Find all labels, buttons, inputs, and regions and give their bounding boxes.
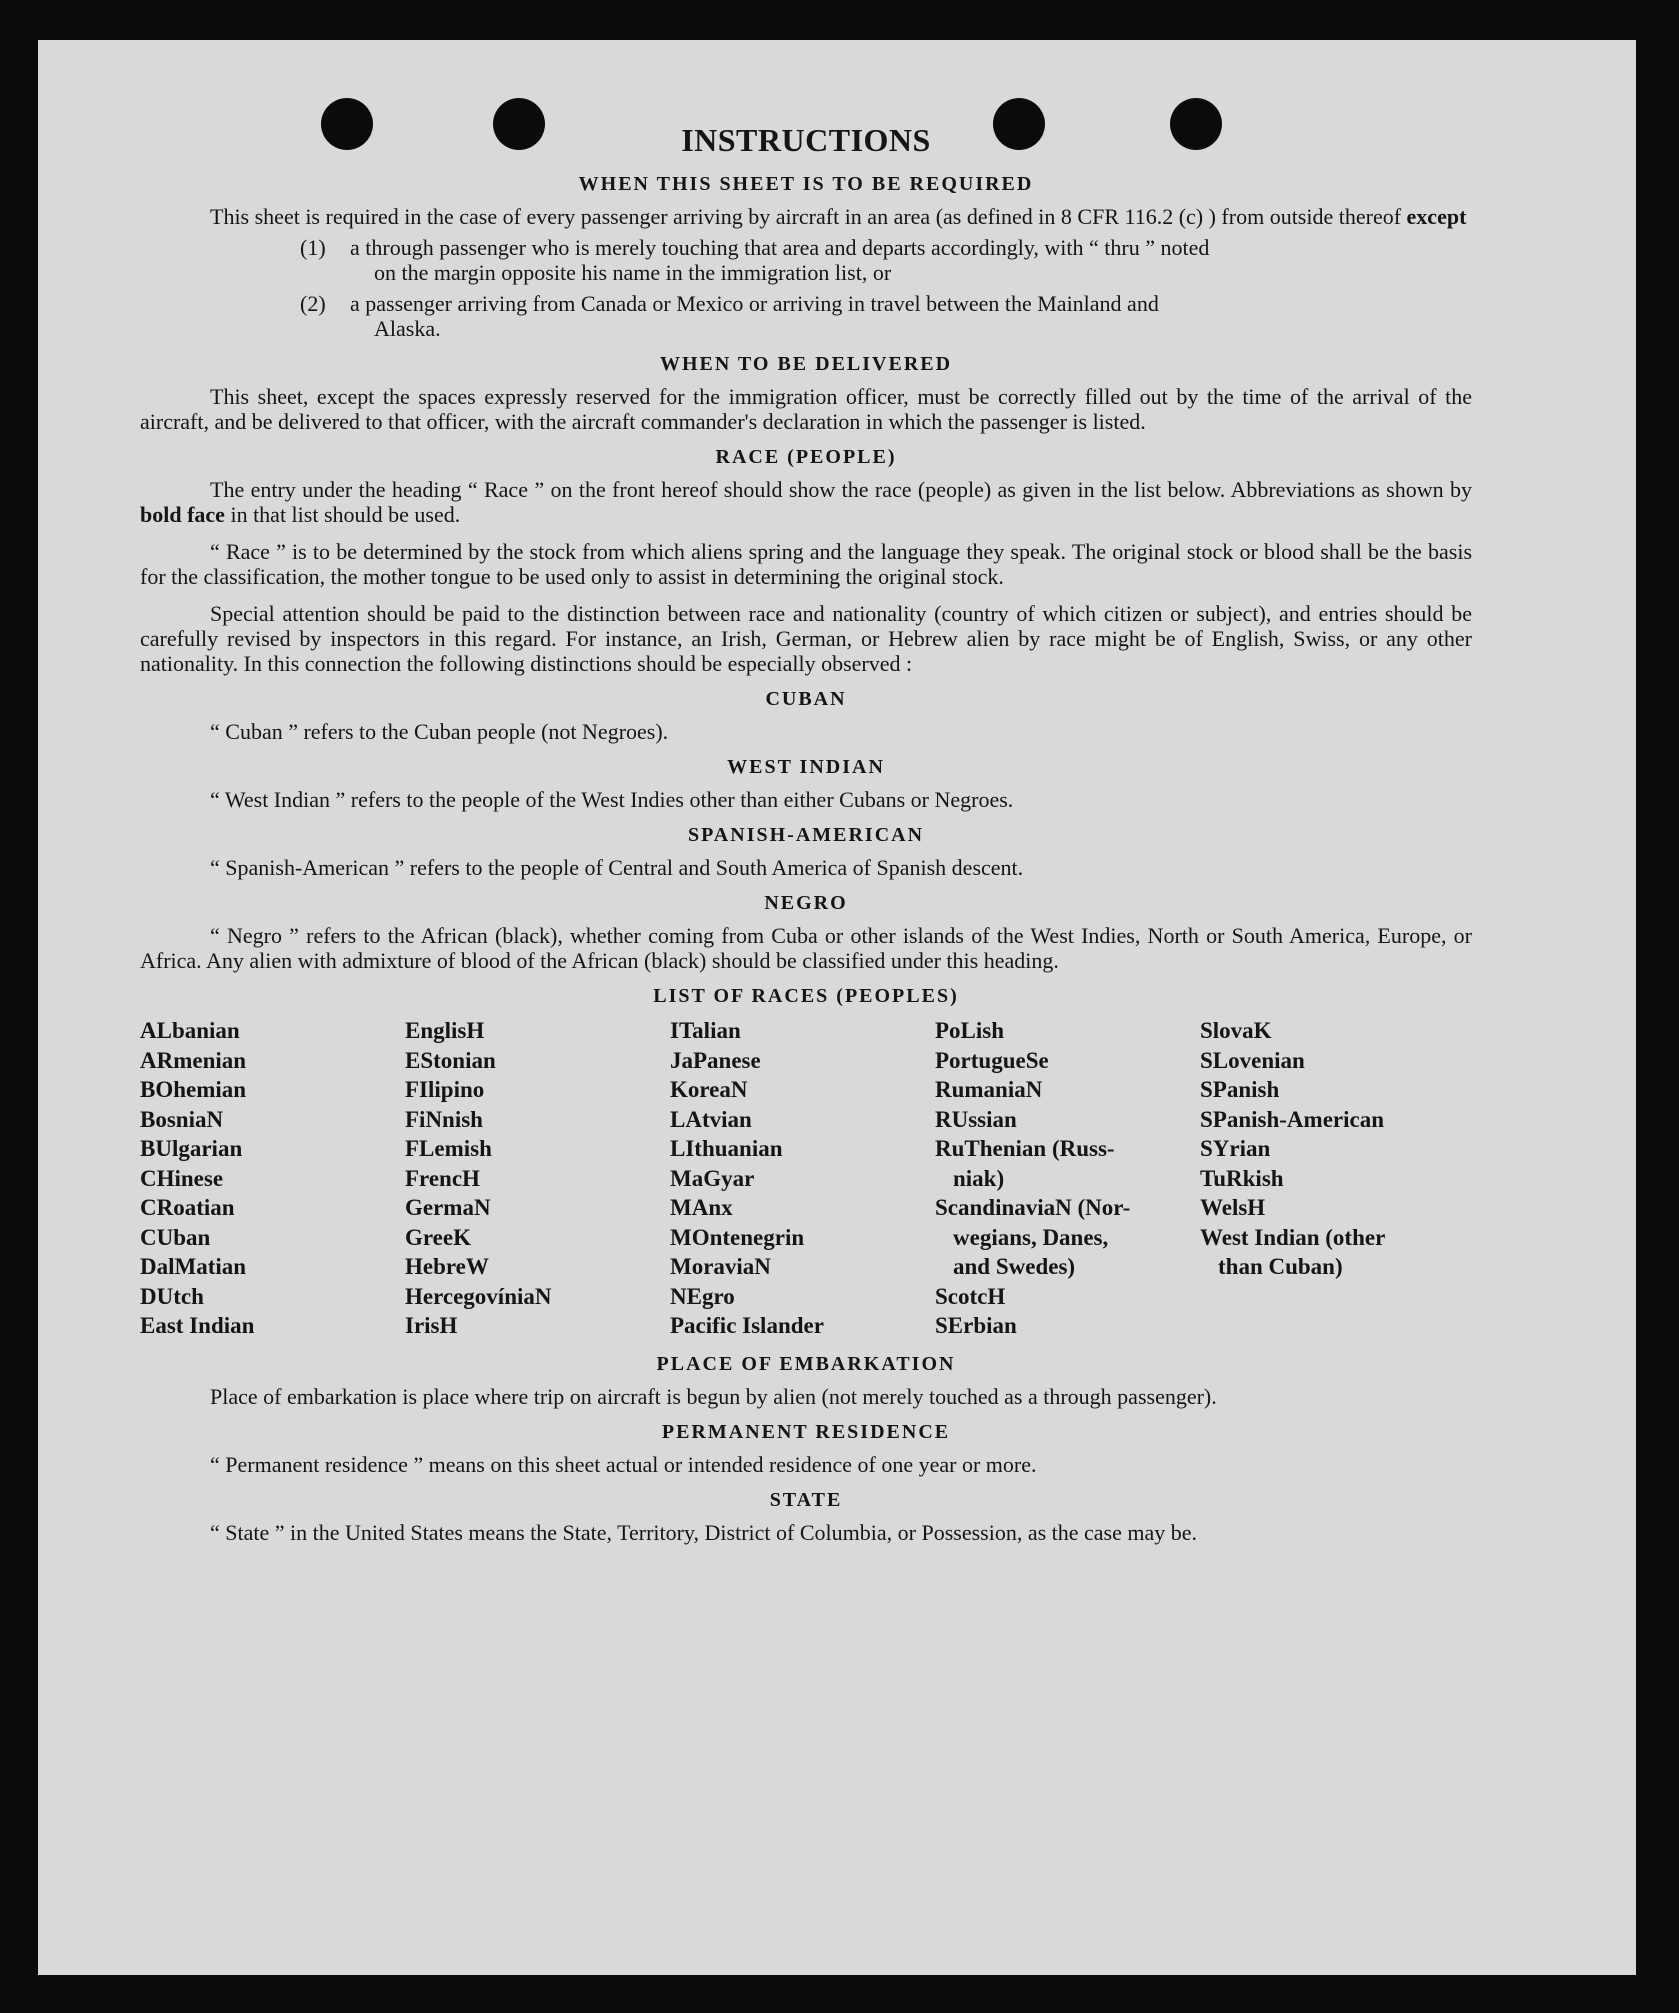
race-item: FiNnish <box>405 1106 483 1132</box>
race-p1-text: The entry under the heading “ Race ” on the front hereof should show the race (people) as given in the list below. Abbreviations as shown by <box>210 477 1472 502</box>
race-item: LIthuanian <box>670 1136 783 1161</box>
race-item: GreeK <box>405 1224 471 1250</box>
race-item: FrencH <box>405 1165 480 1191</box>
heading-permanent-residence: PERMANENT RESIDENCE <box>661 1420 951 1443</box>
item-number: (2) <box>300 291 326 316</box>
race-item: Pacific Islander <box>670 1313 824 1338</box>
race-item: JaPanese <box>670 1047 761 1073</box>
race-item-continued: wegians, Danes, <box>953 1224 1109 1250</box>
heading-list-of-races: LIST OF RACES (PEOPLES) <box>653 985 959 1007</box>
race-item: BOhemian <box>140 1077 247 1102</box>
residence-text: “ Permanent residence ” means on this sheet actual or intended residence of one year or more. <box>210 1451 1037 1477</box>
race-column <box>405 1016 670 1341</box>
race-item: LAtvian <box>670 1106 752 1132</box>
race-p1-bold: bold face <box>140 502 225 527</box>
race-paragraph-2: “ Race ” is to be determined by the stock from which aliens spring and the language they speak. The original stock or blood shall be the basis for the classification, the mother tongue to be used only to assist in determining the original stock. <box>140 539 1472 589</box>
delivered-text: This sheet, except the spaces expressly reserved for the immigration officer, must be correctly filled out by the time of the arrival of the aircraft, and be delivered to that officer, with the aircraft commander's declaration in which the passenger is listed. <box>140 384 1472 434</box>
race-item: ITalian <box>670 1018 741 1043</box>
race-item: PoLish <box>935 1018 1005 1043</box>
page-title: INSTRUCTIONS <box>681 122 931 158</box>
negro-text: “ Negro ” refers to the African (black), whether coming from Cuba or other islands of the West Indies, North or South America, Europe, or Africa. Any alien with admixture of blood of the African (black) should be classified under this heading. <box>140 923 1472 973</box>
race-item: RumaniaN <box>935 1077 1043 1102</box>
race-item: HebreW <box>405 1254 489 1279</box>
race-item: IrisH <box>405 1313 458 1338</box>
required-intro <box>140 204 1472 229</box>
race-item: EStonian <box>405 1047 496 1073</box>
heading-negro: NEGRO <box>764 892 848 914</box>
race-item: BosniaN <box>140 1106 224 1132</box>
race-item: SErbian <box>935 1313 1017 1338</box>
heading-west-indian: WEST INDIAN <box>727 756 885 778</box>
race-column <box>935 1016 1200 1341</box>
embarkation-text: Place of embarkation is place where trip on aircraft is begun by alien (not merely touched as a through passenger). <box>210 1383 1217 1409</box>
race-item: CRoatian <box>140 1195 235 1220</box>
race-item: MoraviaN <box>670 1254 771 1279</box>
heading-spanish-american: SPANISH-AMERICAN <box>687 824 925 846</box>
item-line: Alaska. <box>374 316 441 341</box>
required-item-1 <box>140 235 1472 285</box>
race-item: ScandinaviaN (Nor- <box>935 1195 1131 1220</box>
race-item: MaGyar <box>670 1165 755 1191</box>
race-item: HercegovíniaN <box>405 1283 552 1309</box>
race-item: MAnx <box>670 1195 733 1220</box>
race-item: SLovenian <box>1200 1047 1305 1073</box>
race-column <box>140 1016 405 1341</box>
race-item: ALbanian <box>140 1018 240 1043</box>
race-item: RuThenian (Russ- <box>935 1136 1115 1161</box>
item-text <box>344 235 1472 285</box>
race-item: PortugueSe <box>935 1047 1049 1073</box>
cuban-text: “ Cuban ” refers to the Cuban people (not Negroes). <box>210 719 669 744</box>
heading-place-of-embarkation: PLACE OF EMBARKATION <box>656 1352 956 1375</box>
instructions-content <box>140 122 1472 1545</box>
required-intro-except: except <box>1406 204 1467 229</box>
race-item: BUlgarian <box>140 1136 243 1161</box>
required-item-2 <box>140 291 1472 341</box>
item-number: (1) <box>300 235 326 260</box>
race-item: GermaN <box>405 1195 491 1220</box>
race-item-continued: niak) <box>953 1165 1005 1191</box>
race-item: East Indian <box>140 1313 255 1338</box>
race-item-continued: than Cuban) <box>1218 1254 1343 1279</box>
race-item: SYrian <box>1200 1136 1271 1161</box>
race-item: West Indian (other <box>1200 1224 1386 1250</box>
item-text <box>344 291 1472 341</box>
race-paragraph-1 <box>140 477 1472 527</box>
race-item: CHinese <box>140 1165 224 1191</box>
race-column <box>1200 1016 1472 1341</box>
race-list <box>140 1016 1472 1341</box>
heading-race: RACE (PEOPLE) <box>715 446 897 468</box>
race-item: CUban <box>140 1224 211 1250</box>
race-item: ScotcH <box>935 1283 1006 1309</box>
race-item: NEgro <box>670 1283 735 1309</box>
heading-when-delivered: WHEN TO BE DELIVERED <box>659 353 953 375</box>
west-indian-text: “ West Indian ” refers to the people of the West Indies other than either Cubans or Negroes. <box>210 787 1014 812</box>
race-p1-text-end: in that list should be used. <box>230 502 461 527</box>
race-paragraph-3: Special attention should be paid to the distinction between race and nationality (country of which citizen or subject), and entries should be carefully revised by inspectors in this regard. For instance, an Irish, German, or Hebrew alien by race might be of English, Swiss, or any other nationality. In this connection the following distinctions should be especially observed : <box>140 601 1472 676</box>
race-item: DUtch <box>140 1283 204 1309</box>
race-item: ARmenian <box>140 1047 247 1073</box>
race-item: SPanish-American <box>1200 1106 1384 1132</box>
race-item: FLemish <box>405 1136 492 1161</box>
heading-cuban: CUBAN <box>765 688 847 710</box>
race-item: DalMatian <box>140 1254 247 1279</box>
item-line: a passenger arriving from Canada or Mexico or arriving in travel between the Mainland and <box>350 291 1159 316</box>
item-line: on the margin opposite his name in the immigration list, or <box>374 260 892 285</box>
race-item: TuRkish <box>1200 1165 1284 1191</box>
race-item: MOntenegrin <box>670 1224 805 1250</box>
heading-state: STATE <box>769 1488 843 1511</box>
race-column <box>670 1016 935 1341</box>
race-item: KoreaN <box>670 1077 748 1102</box>
required-intro-text: This sheet is required in the case of every passenger arriving by aircraft in an area (as defined in 8 CFR 116.2 (c) ) from outside thereof <box>210 204 1402 229</box>
item-line: a through passenger who is merely touching that area and departs accordingly, with “ thru ” noted <box>350 235 1210 260</box>
race-item: FIlipino <box>405 1077 485 1102</box>
race-item: RUssian <box>935 1106 1017 1132</box>
state-text: “ State ” in the United States means the State, Territory, District of Columbia, or Possession, as the case may be. <box>210 1519 1198 1545</box>
spanish-american-text: “ Spanish-American ” refers to the people of Central and South America of Spanish descent. <box>210 855 1024 880</box>
race-item: SlovaK <box>1200 1018 1272 1043</box>
race-item: WelsH <box>1200 1195 1266 1220</box>
race-item: SPanish <box>1200 1077 1280 1102</box>
race-item-continued: and Swedes) <box>953 1254 1076 1279</box>
heading-when-required: WHEN THIS SHEET IS TO BE REQUIRED <box>578 173 1034 195</box>
race-item: EnglisH <box>405 1018 485 1043</box>
